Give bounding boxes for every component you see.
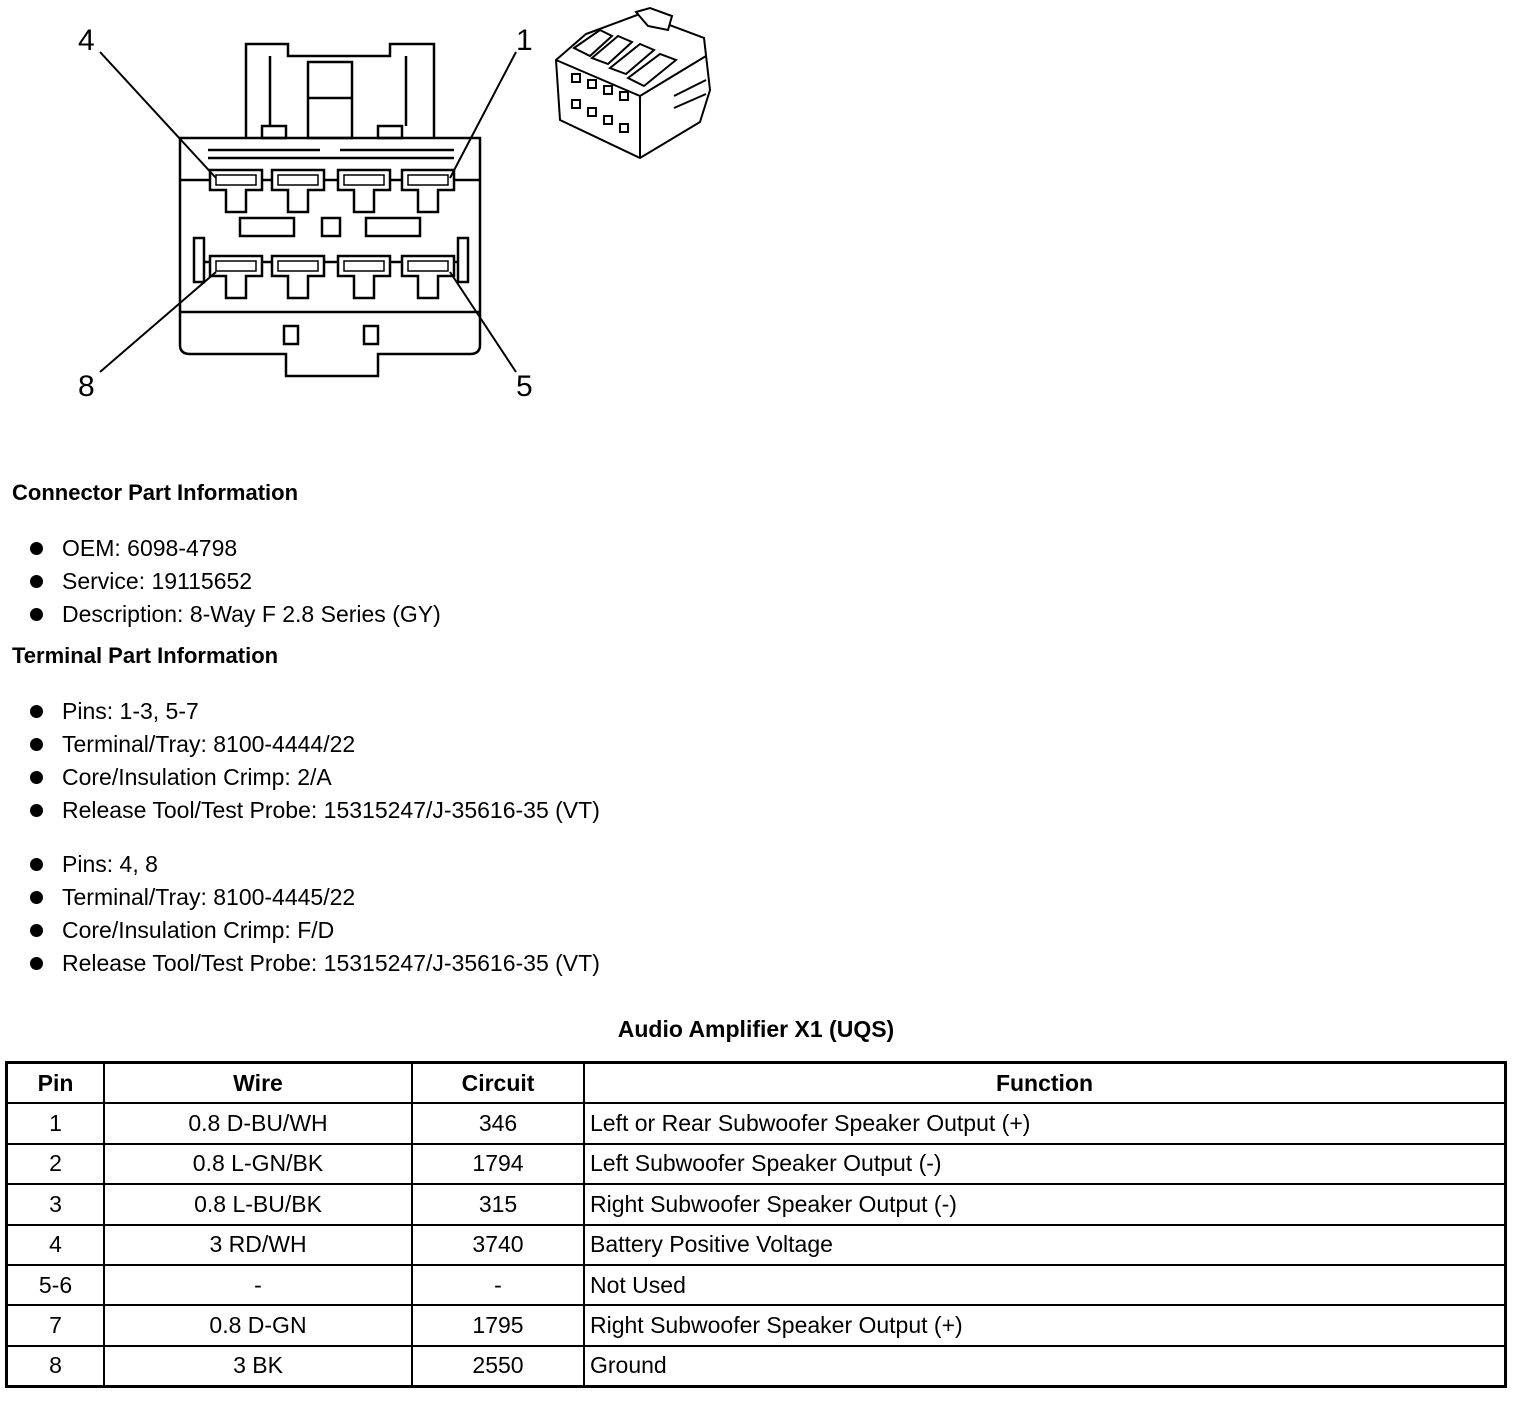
cell-circuit: 1794 [412, 1144, 584, 1184]
cell-circuit: 3740 [412, 1225, 584, 1265]
cell-wire: 0.8 L-GN/BK [104, 1144, 412, 1184]
table-row [7, 1225, 1506, 1265]
connector-3d-thumbnail [556, 8, 710, 158]
table-row [7, 1305, 1506, 1345]
cell-wire: 0.8 D-GN [104, 1305, 412, 1345]
header-wire: Wire [104, 1063, 412, 1104]
terminal-cavity-8 [210, 256, 262, 298]
list-item: Pins: 1-3, 5-7 [28, 695, 600, 728]
cell-function: Not Used [584, 1265, 1506, 1305]
connector-part-list [28, 532, 441, 631]
header-circuit: Circuit [412, 1063, 584, 1104]
list-item: Terminal/Tray: 8100-4445/22 [28, 881, 600, 914]
table-row [7, 1265, 1506, 1305]
list-item: Release Tool/Test Probe: 15315247/J-35616-35 (VT) [28, 794, 600, 827]
leader-line-4 [100, 52, 216, 178]
cell-function: Right Subwoofer Speaker Output (+) [584, 1305, 1506, 1345]
cell-circuit: - [412, 1265, 584, 1305]
cell-circuit: 2550 [412, 1346, 584, 1387]
cell-pin: 7 [7, 1305, 105, 1345]
cell-circuit: 346 [412, 1103, 584, 1143]
cell-wire: - [104, 1265, 412, 1305]
cell-pin: 2 [7, 1144, 105, 1184]
pinout-table [5, 1061, 1507, 1388]
terminal-part-list-2 [28, 848, 600, 980]
header-pin: Pin [7, 1063, 105, 1104]
cell-circuit: 315 [412, 1184, 584, 1224]
pin-label-1: 1 [516, 24, 533, 57]
leader-line-1 [450, 52, 516, 178]
table-row [7, 1144, 1506, 1184]
terminal-part-list-1 [28, 695, 600, 827]
leader-line-5 [450, 272, 516, 372]
cell-wire: 3 BK [104, 1346, 412, 1387]
list-item: Core/Insulation Crimp: 2/A [28, 761, 600, 794]
cell-wire: 3 RD/WH [104, 1225, 412, 1265]
list-item: Description: 8-Way F 2.8 Series (GY) [28, 598, 441, 631]
leader-line-8 [100, 272, 216, 372]
cell-function: Left or Rear Subwoofer Speaker Output (+) [584, 1103, 1506, 1143]
list-item: Service: 19115652 [28, 565, 441, 598]
pin-label-5: 5 [516, 370, 533, 403]
pin-label-4: 4 [78, 24, 95, 57]
list-item: Core/Insulation Crimp: F/D [28, 914, 600, 947]
terminal-cavity-1 [402, 170, 454, 212]
cell-pin: 4 [7, 1225, 105, 1265]
list-item: Release Tool/Test Probe: 15315247/J-35616-35 (VT) [28, 947, 600, 980]
cell-function: Right Subwoofer Speaker Output (-) [584, 1184, 1506, 1224]
cell-pin: 3 [7, 1184, 105, 1224]
cell-circuit: 1795 [412, 1305, 584, 1345]
cell-pin: 1 [7, 1103, 105, 1143]
table-row [7, 1184, 1506, 1224]
terminal-cavity-7 [272, 256, 324, 298]
header-function: Function [584, 1063, 1506, 1104]
table-row [7, 1103, 1506, 1143]
cell-wire: 0.8 D-BU/WH [104, 1103, 412, 1143]
cell-function: Battery Positive Voltage [584, 1225, 1506, 1265]
connector-part-heading: Connector Part Information [12, 480, 299, 505]
cell-pin: 5-6 [7, 1265, 105, 1305]
list-item: Pins: 4, 8 [28, 848, 600, 881]
terminal-cavity-2 [338, 170, 390, 212]
pin-label-8: 8 [78, 370, 95, 403]
cell-pin: 8 [7, 1346, 105, 1387]
terminal-cavity-6 [338, 256, 390, 298]
terminal-cavity-4 [210, 170, 262, 212]
terminal-cavity-3 [272, 170, 324, 212]
terminal-cavity-5 [402, 256, 454, 298]
connector-diagram [0, 0, 760, 420]
table-title: Audio Amplifier X1 (UQS) [617, 1016, 895, 1042]
cell-function: Left Subwoofer Speaker Output (-) [584, 1144, 1506, 1184]
list-item: OEM: 6098-4798 [28, 532, 441, 565]
list-item: Terminal/Tray: 8100-4444/22 [28, 728, 600, 761]
terminal-part-heading: Terminal Part Information [12, 643, 279, 668]
cell-wire: 0.8 L-BU/BK [104, 1184, 412, 1224]
cell-function: Ground [584, 1346, 1506, 1387]
table-header-row [7, 1063, 1506, 1104]
table-row [7, 1346, 1506, 1387]
